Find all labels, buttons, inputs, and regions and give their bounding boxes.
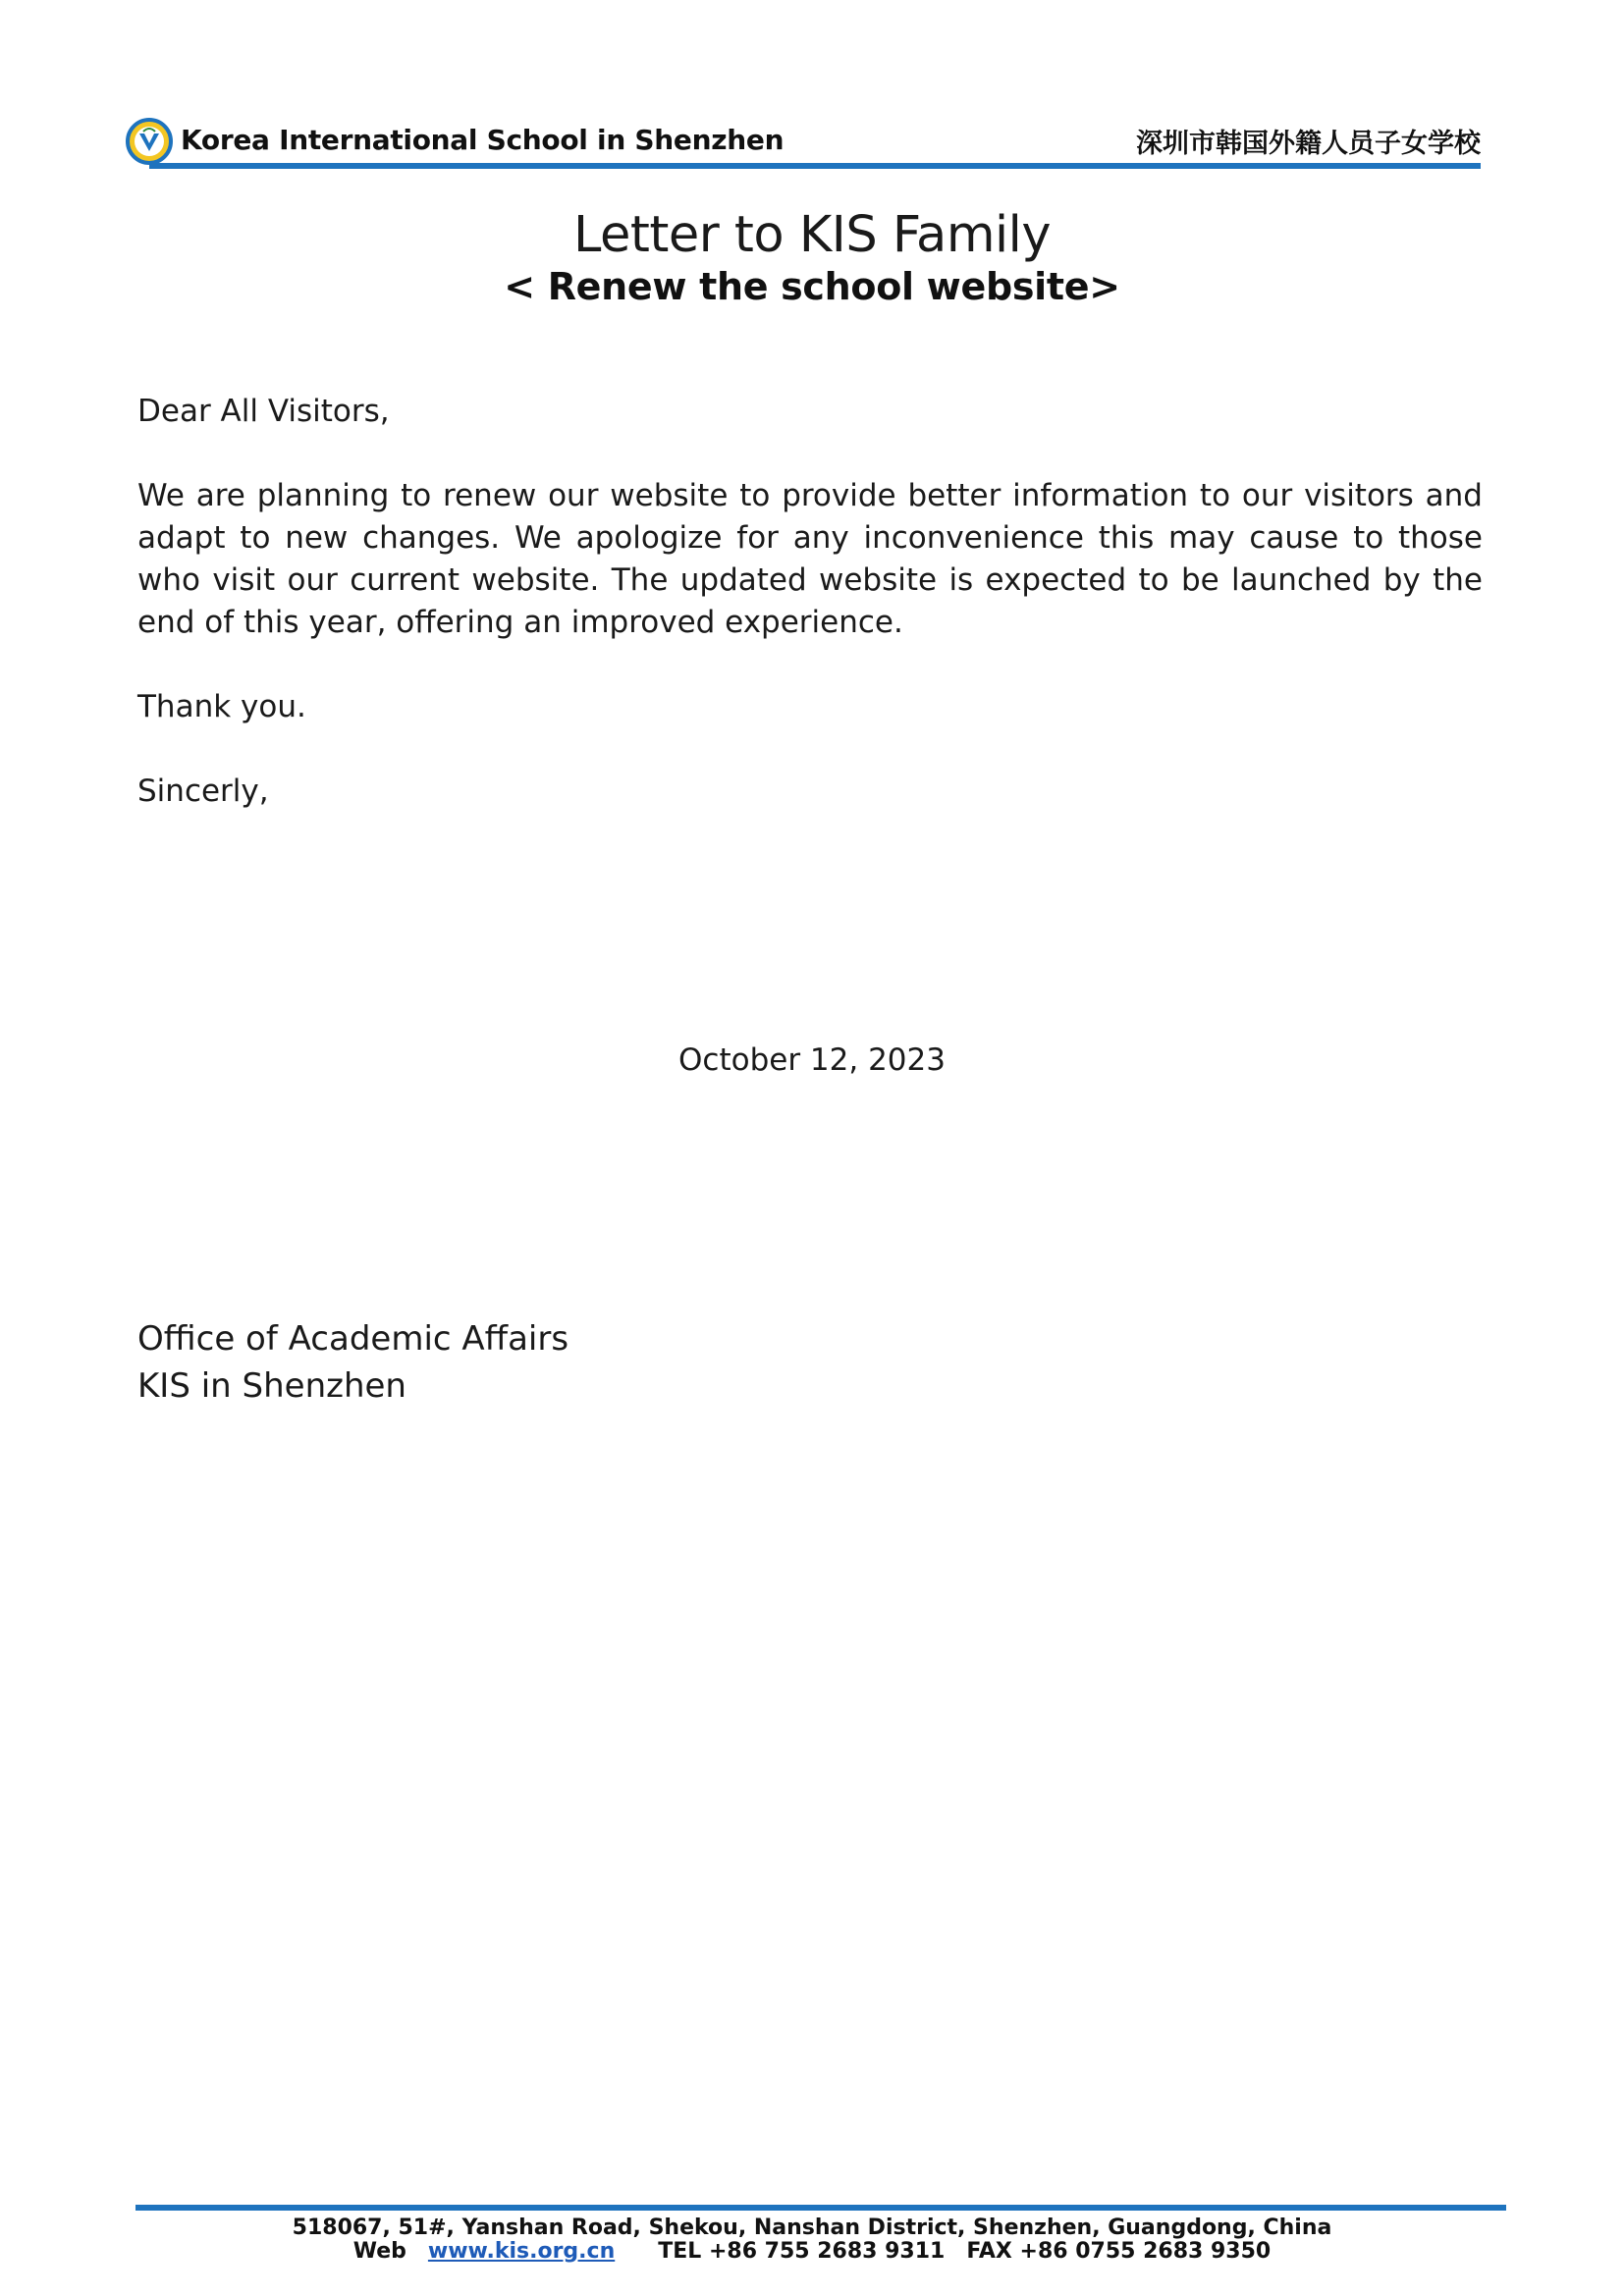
footer-divider [135,2205,1506,2211]
header-divider [149,163,1481,169]
school-name-chinese: 深圳市韩国外籍人员子女学校 [1136,129,1481,159]
letter-date: October 12, 2023 [678,1042,946,1078]
school-name-english: Korea International School in Shenzhen [181,124,785,156]
closing-line: Sincerly, [137,774,269,809]
school-emblem-icon [126,118,173,165]
footer [0,2216,1624,2264]
letter-subtitle: < Renew the school website> [504,265,1120,308]
footer-fax: FAX +86 0755 2683 9350 [966,2239,1272,2264]
letter-body [137,391,1483,813]
signature-block [137,1315,568,1410]
letter-title: Letter to KIS Family [572,206,1052,264]
thanks-line: Thank you. [137,689,306,724]
greeting: Dear All Visitors, [137,394,390,429]
letterhead [126,116,1481,173]
footer-web-link[interactable]: www.kis.org.cn [427,2239,616,2264]
footer-web-label: Web [352,2239,406,2264]
body-paragraph: We are planning to renew our website to provide better information to our visitors and adapt to new changes. We apologize for any inconvenience this may cause to those who visit our current website. The updated website is expected to be launched by the end of this year, offering an improved experience. [137,478,1483,640]
footer-address: 518067, 51#, Yanshan Road, Shekou, Nanshan District, Shenzhen, Guangdong, China [292,2216,1332,2240]
footer-tel: TEL +86 755 2683 9311 [658,2239,946,2264]
signature-office: Office of Academic Affairs [137,1319,569,1359]
signature-school: KIS in Shenzhen [137,1366,406,1406]
footer-contact [0,2240,1624,2264]
